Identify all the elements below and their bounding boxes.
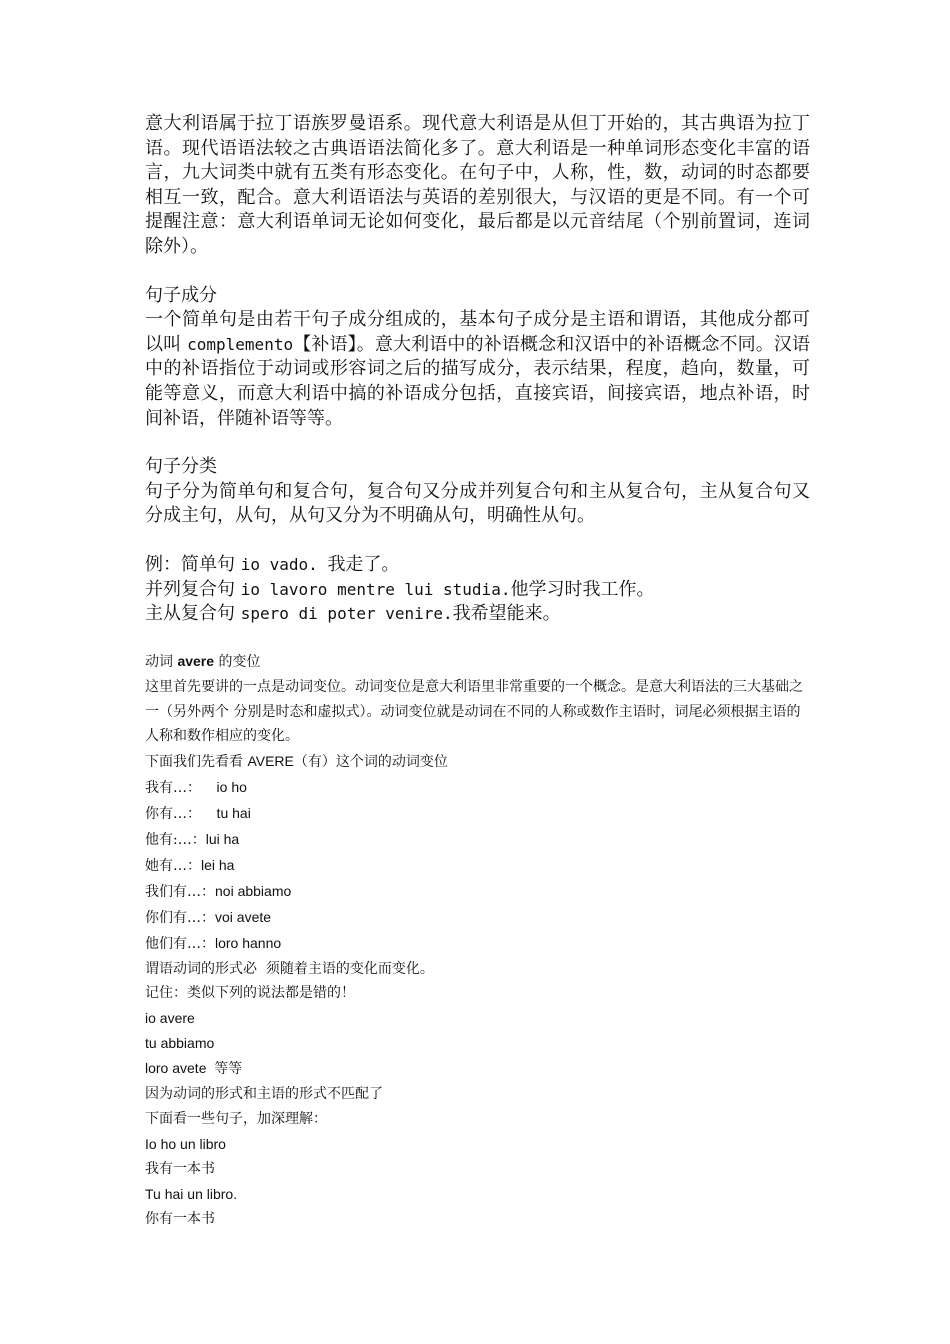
conjugation-it: voi avete [215,908,272,925]
wrong-example-etc: 等等 [214,1061,243,1078]
conjugation-cn: 他有:…： [145,832,206,849]
sentence-italian: Tu hai un libro. [145,1185,238,1202]
conjugation-row [145,853,810,879]
section-heading: 句子成分 [145,284,217,306]
sentence-components-paragraph [145,308,810,431]
sentence-italian: Io ho un libro [145,1135,226,1152]
lead-verb: AVERE [247,753,294,770]
conjugation-row [145,827,810,853]
example-italian: io vado. [240,554,328,574]
conjugation-it: loro hanno [215,934,282,951]
conjugation-cn: 他们有…： [145,935,215,952]
conjugation-row [145,931,810,957]
example-chinese: 他学习时我工作。 [510,578,655,600]
conjugation-it: tu hai [201,805,251,822]
complemento-term: complemento [187,334,294,354]
conjugation-cn: 你有…： [145,806,201,823]
sentence-chinese: 你有一本书 [145,1210,215,1227]
sentence-chinese: 我有一本书 [145,1160,215,1177]
conjugation-row [145,775,810,801]
note-line: 谓语动词的形式必 须随着主语的变化而变化。 [145,960,434,977]
example-label: 并列复合句 [145,578,241,600]
example-italian: spero di poter venire. [240,604,453,624]
wrong-example: tu abbiamo [145,1035,215,1052]
document-page [145,112,810,1232]
conjugation-it: io ho [201,779,247,796]
conjugation-row [145,879,810,905]
conjugation-cn: 她有…： [145,857,201,874]
avere-title [145,649,810,675]
example-line [145,602,810,627]
wrong-example-text: loro avete [145,1060,215,1077]
wrong-example: io avere [145,1010,195,1027]
intro-paragraph: 意大利语属于拉丁语族罗曼语系。现代意大利语是从但丁开始的，其古典语为拉丁语。现代语语法较之古典语语法简化多了。意大利语是一种单词形态变化丰富的语言，九大词类中就有五类有形态变化。在句子中，人称，性，数，动词的时态都要相互一致，配合。意大利语语法与英语的差别很大，与汉语的更是不同。有一个可提醒注意：意大利语单词无论如何变化，最后都是以元音结尾（个别前置词，连词除外）。 [145,113,810,257]
examples-section [145,553,810,627]
title-verb: avere [177,652,215,669]
text-part: 一个简单句是由若干句子成分组成的，基本句子成分是主语和谓语，其他成分都可以叫 [145,309,810,355]
conjugation-row [145,905,810,931]
text-part: 【补语】。意大利语中的补语概念和汉语中的补语概念不同。汉语中的补语指位于动词或形容词之后的描写成分，表示结果，程度，趋向，数量，可能等意义，而意大利语中搞的补语成分包括，直接宾语，间接宾语，地点补语，时间补语，伴随补语等等。 [145,333,810,429]
note-line: 下面看一些句子，加深理解： [145,1111,327,1127]
example-label: 例：简单句 [145,553,241,575]
note-line: 记住：类似下列的说法都是错的！ [145,985,355,1002]
intro-section [145,112,810,260]
conjugation-it: noi abbiamo [215,882,292,899]
example-chinese: 我走了。 [327,553,400,575]
note-line: 因为动词的形式和主语的形式不匹配了 [145,1086,383,1103]
wrong-example [145,1056,810,1082]
avere-lead [145,749,810,775]
conjugation-it: lei ha [201,856,235,873]
avere-intro: 这里首先要讲的一点是动词变位。动词变位是意大利语里非常重要的一个概念。是意大利语法的三大基础之一（另外两个 分别是时态和虚拟式）。动词变位就是动词在不同的人称或数作主语时，词尾必须根据主语的人称和数作相应的变化。 [145,678,803,745]
example-line [145,553,810,578]
sentence-components-section [145,284,810,432]
conjugation-cn: 我有…： [145,780,201,797]
example-label: 主从复合句 [145,603,241,625]
lead-text: （有）这个词的动词变位 [293,754,448,771]
sentence-types-paragraph: 句子分为简单句和复合句，复合句又分成并列复合句和主从复合句，主从复合句又分成主句，从句，从句又分为不明确从句，明确性从句。 [145,480,810,527]
title-text: 的变位 [214,653,261,670]
lead-text: 下面我们先看看 [145,754,248,771]
title-text: 动词 [145,653,178,670]
sentence-types-section [145,455,810,529]
conjugation-cn: 我们有…： [145,883,215,900]
conjugation-cn: 你们有…： [145,909,215,926]
example-line [145,578,810,603]
conjugation-it: lui ha [205,831,240,848]
conjugation-row [145,801,810,827]
example-italian: io lavoro mentre lui studia. [240,579,511,599]
section-heading: 句子分类 [145,456,217,478]
example-chinese: 我希望能来。 [452,603,561,625]
avere-section [145,649,810,1232]
